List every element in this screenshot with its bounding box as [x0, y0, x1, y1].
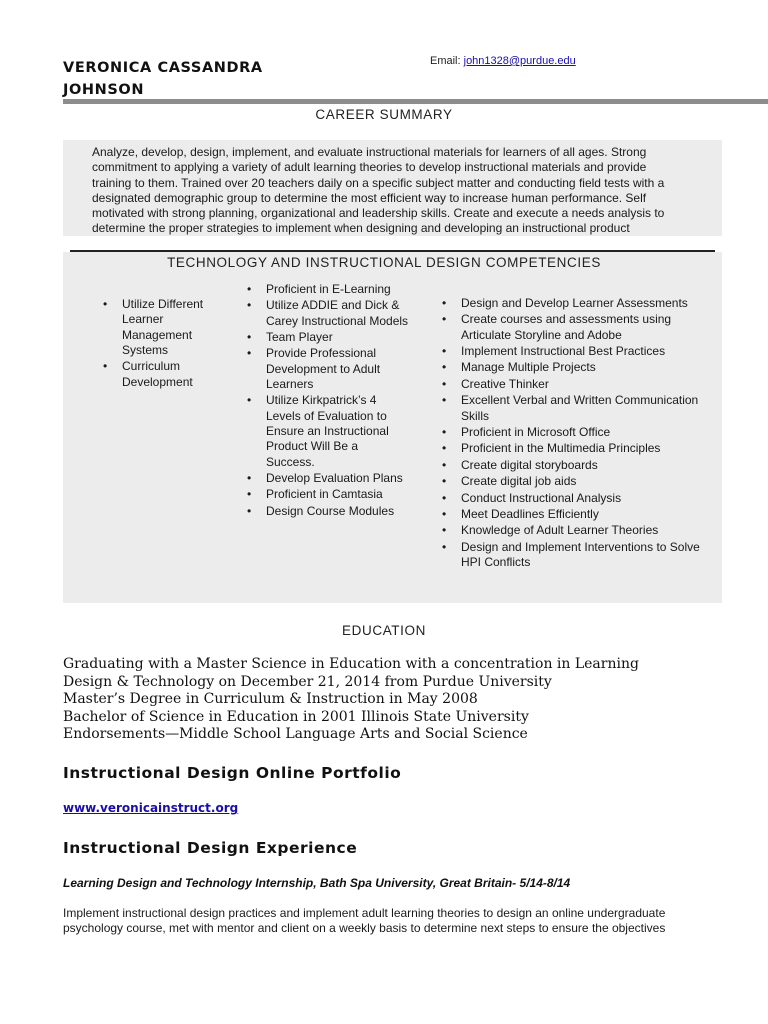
- portfolio-heading: Instructional Design Online Portfolio: [63, 764, 402, 782]
- competency-item: • Proficient in Microsoft Office: [439, 425, 709, 440]
- job-description: [63, 906, 713, 937]
- competency-item: • Create courses and assessments using Articulate Storyline and Adobe: [439, 312, 709, 343]
- candidate-name: [63, 57, 323, 101]
- competency-item: • Meet Deadlines Efficiently: [439, 507, 709, 522]
- education-list: [63, 656, 743, 744]
- competency-item: • Utilize Different Learner Management Systems: [100, 297, 205, 358]
- competency-item: • Provide Professional Development to Adult Learners: [244, 346, 409, 392]
- competency-item: • Proficient in Camtasia: [244, 487, 409, 502]
- job-title: Learning Design and Technology Internship, Bath Spa University, Great Britain- 5/14-8/14: [63, 876, 571, 890]
- email-link[interactable]: john1328@purdue.edu: [463, 55, 576, 67]
- education-line: Design & Technology on December 21, 2014 from Purdue University: [63, 673, 552, 690]
- name-line-1: VERONICA CASSANDRA: [63, 60, 263, 76]
- competency-item: • Design Course Modules: [244, 504, 409, 519]
- job-description-line: Implement instructional design practices and implement adult learning theories to design an online undergraduate: [63, 906, 666, 920]
- competencies-title: TECHNOLOGY AND INSTRUCTIONAL DESIGN COMPETENCIES: [167, 255, 601, 270]
- competency-item: • Create digital job aids: [439, 474, 709, 489]
- education-line: Graduating with a Master Science in Education with a concentration in Learning: [63, 656, 639, 672]
- competency-item: • Creative Thinker: [439, 377, 709, 392]
- competency-item: • Utilize ADDIE and Dick & Carey Instructional Models: [244, 298, 409, 329]
- summary-line: motivated with strong planning, organizational and leadership skills. Create and execute a needs analysis to: [92, 206, 665, 221]
- competency-item: • Utilize Kirkpatrick’s 4 Levels of Evaluation to Ensure an Instructional Product Will Be a Success.: [244, 393, 409, 469]
- portfolio-link[interactable]: www.veronicainstruct.org: [63, 801, 239, 815]
- email-label: Email:: [430, 55, 461, 67]
- competency-item: • Design and Implement Interventions to Solve HPI Conflicts: [439, 540, 709, 571]
- career-summary-title: CAREER SUMMARY: [315, 107, 453, 122]
- competencies-column-1: [100, 297, 205, 391]
- summary-line: designated demographic group to determine the most efficient way to increase human performance. Self: [92, 190, 647, 205]
- header-divider: [63, 99, 768, 104]
- competency-item: • Excellent Verbal and Written Communication Skills: [439, 393, 709, 424]
- competency-item: • Create digital storyboards: [439, 458, 709, 473]
- competency-item: • Team Player: [244, 330, 409, 345]
- summary-line: Analyze, develop, design, implement, and evaluate instructional materials for learners of all ages. Strong: [92, 145, 647, 159]
- competencies-divider: [70, 250, 715, 252]
- education-line: Bachelor of Science in Education in 2001 Illinois State University: [63, 708, 529, 725]
- competency-item: • Proficient in E-Learning: [244, 282, 409, 297]
- summary-line: training to them. Trained over 20 teachers daily on a specific subject matter and conducting field tests with a: [92, 175, 665, 190]
- name-line-2: JOHNSON: [63, 82, 145, 98]
- competency-item: • Curriculum Development: [100, 359, 205, 390]
- education-title: EDUCATION: [342, 623, 426, 638]
- competency-item: • Conduct Instructional Analysis: [439, 491, 709, 506]
- education-line: Endorsements—Middle School Language Arts and Social Science: [63, 726, 528, 743]
- summary-line: determine the proper strategies to implement when designing and developing an instructional product: [92, 221, 630, 236]
- competency-item: • Proficient in the Multimedia Principles: [439, 441, 709, 456]
- competencies-column-2: [244, 282, 409, 520]
- competency-item: • Manage Multiple Projects: [439, 360, 709, 375]
- education-line: Master’s Degree in Curriculum & Instruction in May 2008: [63, 691, 478, 708]
- competency-item: • Design and Develop Learner Assessments: [439, 296, 709, 311]
- summary-line: commitment to applying a variety of adult learning theories to develop instructional materials and provide: [92, 160, 647, 175]
- competency-item: • Knowledge of Adult Learner Theories: [439, 523, 709, 538]
- experience-heading: Instructional Design Experience: [63, 839, 358, 857]
- competencies-column-3: [439, 296, 709, 571]
- job-description-line: psychology course, met with mentor and client on a weekly basis to determine next steps to ensure the objectives: [63, 921, 666, 936]
- competency-item: • Implement Instructional Best Practices: [439, 344, 709, 359]
- career-summary-text: [92, 145, 707, 237]
- email-row: [430, 55, 576, 67]
- competency-item: • Develop Evaluation Plans: [244, 471, 409, 486]
